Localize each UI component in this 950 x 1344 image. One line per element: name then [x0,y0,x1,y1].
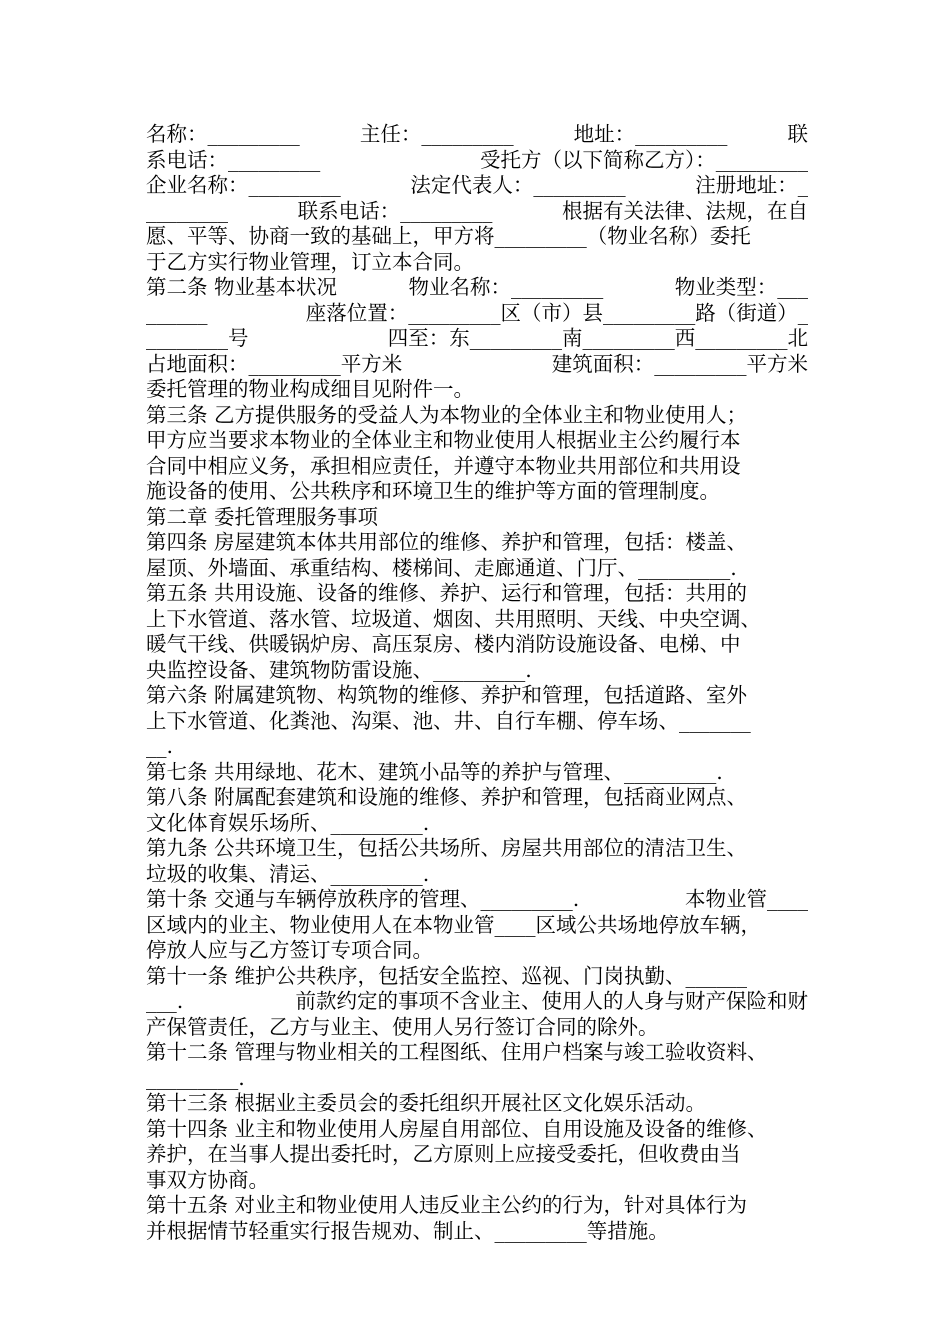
text-line [146,1142,808,1168]
text-line [146,1066,808,1092]
text-segment: 施设备的使用、公共秩序和环境卫生的维护等方面的管理制度。 [146,479,720,503]
text-line [146,913,808,939]
text-line [146,250,808,276]
contract-body [146,122,808,1244]
text-segment: 央监控设备、建筑物防雷设施、_________. [146,657,532,682]
text-segment: 四至：东_________南_________西_________北 [387,326,808,350]
text-segment: 占地面积：_________平方米 [146,351,403,376]
text-line [146,403,808,429]
text-segment: 第十四条 业主和物业使用人房屋自用部位、自用设施及设备的维修、 [146,1116,768,1141]
text-line [146,938,808,964]
text-segment: 前款约定的事项不含业主、使用人的人身与财产保险和财 [295,989,808,1013]
text-line [146,479,808,505]
text-segment: 法定代表人：_________ [410,173,626,197]
text-segment: 养护，在当事人提出委托时，乙方原则上应接受委托，但收费由当 [146,1142,741,1166]
text-line [146,505,808,531]
text-line [146,454,808,480]
text-segment: 座落位置：_________区（市）县_________路（街道）_ [305,300,808,325]
text-line [146,326,808,352]
text-line [146,1117,808,1143]
text-line [146,1219,808,1245]
text-line [146,224,808,250]
text-line [146,530,808,556]
text-segment: ________ [146,198,228,223]
text-line [146,811,808,837]
text-line [146,122,808,148]
text-segment: 根据有关法律、法规，在自 [562,198,808,223]
text-segment: 第四条 房屋建筑本体共用部位的维修、养护和管理，包括：楼盖、 [146,530,748,554]
text-line [146,275,808,301]
text-segment: 第六条 附属建筑物、构筑物的维修、养护和管理，包括道路、室外 [146,683,748,707]
text-line [146,556,808,582]
text-segment: 屋顶、外墙面、承重结构、楼梯间、走廊通道、门厅、_________. [146,555,737,580]
text-line [146,709,808,735]
text-segment: 委托管理的物业构成细目见附件一。 [146,377,474,401]
text-segment: 注册地址：_ [695,173,808,197]
text-line [146,836,808,862]
text-line [146,785,808,811]
text-line [146,352,808,378]
text-segment: __. [146,734,174,758]
text-line [146,581,808,607]
text-segment: 物业名称：_________ [408,275,604,299]
text-segment: 主任：_________ [359,122,514,146]
text-line [146,173,808,199]
text-segment: 并根据情节轻重实行报告规劝、制止、_________等措施。 [146,1218,669,1243]
text-line [146,377,808,403]
text-line [146,301,808,327]
text-segment: 于乙方实行物业管理，订立本合同。 [146,249,474,274]
text-line [146,862,808,888]
text-segment: 垃圾的收集、清运、_________. [146,861,430,886]
text-segment: 本物业管____ [685,887,808,911]
text-segment: 第十一条 维护公共秩序，包括安全监控、巡视、门岗执勤、______ [146,963,748,988]
text-line [146,1168,808,1194]
text-segment: 地址：_________ [573,122,728,146]
text-segment: 第十条 交通与车辆停放秩序的管理、_________. [146,887,580,911]
text-segment: 区域内的业主、物业使用人在本物业管____区域公共场地停放车辆， [146,912,761,937]
text-segment: 上下水管道、落水管、垃圾道、烟囱、共用照明、天线、中央空调、 [146,606,761,631]
text-segment: 名称：_________ [146,122,300,146]
text-segment: 第十五条 对业主和物业使用人违反业主公约的行为，针对具体行为 [146,1193,748,1217]
text-segment: 第七条 共用绿地、花木、建筑小品等的养护与管理、_________. [146,759,723,784]
text-segment: 愿、平等、协商一致的基础上，甲方将_________（物业名称）委托 [146,224,751,248]
text-segment: 第十三条 根据业主委员会的委托组织开展社区文化娱乐活动。 [146,1091,707,1115]
text-segment: _________. [146,1065,245,1090]
text-segment: 建筑面积：_________平方米 [551,351,808,376]
text-segment: 产保管责任，乙方与业主、使用人另行签订合同的除外。 [146,1014,659,1039]
text-segment: 甲方应当要求本物业的全体业主和物业使用人根据业主公约履行本 [146,428,741,452]
text-segment: ___. [146,989,184,1013]
text-segment: 第二章 委托管理服务事项 [146,504,379,529]
text-line [146,760,808,786]
text-segment: 受托方（以下简称乙方）：_________ [480,147,808,172]
text-line [146,1091,808,1117]
text-segment: ________号 [146,326,249,350]
text-segment: 第八条 附属配套建筑和设施的维修、养护和管理，包括商业网点、 [146,785,748,809]
text-segment: 第三条 乙方提供服务的受益人为本物业的全体业主和物业使用人； [146,402,748,427]
text-line [146,1040,808,1066]
text-segment: 联 [787,122,808,146]
text-line [146,632,808,658]
text-line [146,199,808,225]
text-segment: 企业名称：_________ [146,173,341,197]
text-line [146,658,808,684]
text-segment: 第九条 公共环境卫生，包括公共场所、房屋共用部位的清洁卫生、 [146,836,748,860]
text-line [146,148,808,174]
text-segment: 文化体育娱乐场所、_________. [146,810,430,835]
text-segment: 物业类型：___ [674,275,808,299]
text-segment: 第五条 共用设施、设备的维修、养护、运行和管理，包括：共用的 [146,581,748,605]
text-line [146,887,808,913]
text-line [146,428,808,454]
text-segment: 第二条 物业基本状况 [146,275,338,299]
text-line [146,607,808,633]
text-line [146,964,808,990]
text-line [146,1193,808,1219]
text-segment: 事双方协商。 [146,1167,269,1192]
text-segment: 系电话：_________ [146,147,321,172]
text-segment: 暖气干线、供暖锅炉房、高压泵房、楼内消防设施设备、电梯、中 [146,632,741,656]
text-line [146,683,808,709]
text-segment: 停放人应与乙方签订专项合同。 [146,938,433,962]
text-line [146,734,808,760]
text-segment: 上下水管道、化粪池、沟渠、池、井、自行车棚、停车场、_______ [146,708,751,733]
text-segment: 联系电话：_________ [297,198,493,223]
text-segment: ______ [146,300,208,325]
text-line [146,989,808,1015]
text-segment: 合同中相应义务，承担相应责任，并遵守本物业共用部位和共用设 [146,453,741,478]
text-line [146,1015,808,1041]
text-segment: 第十二条 管理与物业相关的工程图纸、住用户档案与竣工验收资料、 [146,1040,768,1064]
